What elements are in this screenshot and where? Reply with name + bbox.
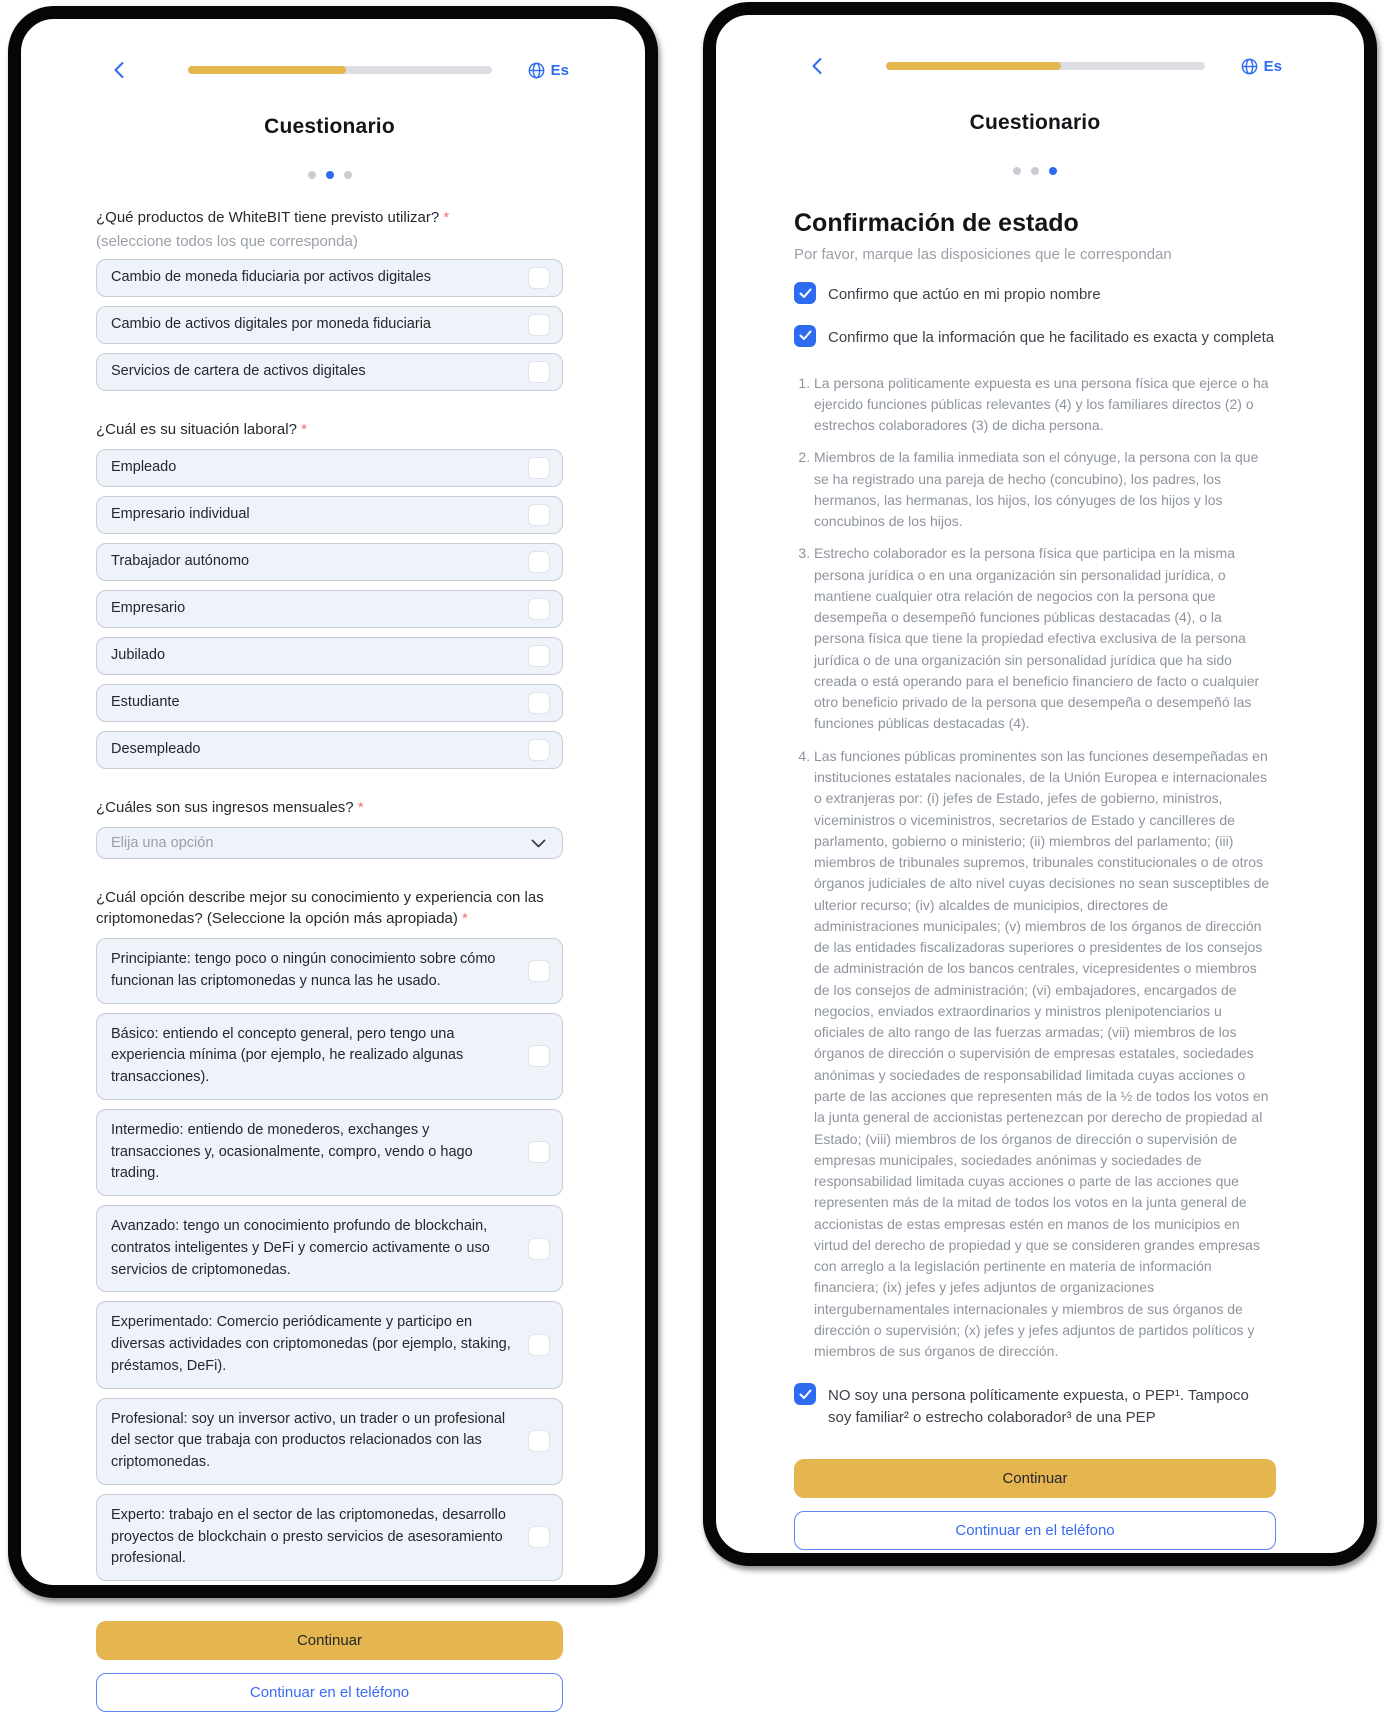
option-employee[interactable]: Empleado [96,449,563,487]
option-student[interactable]: Estudiante [96,684,563,722]
checkbox-unchecked[interactable] [528,960,550,982]
progress-bar [188,66,492,74]
section-title: Confirmación de estado [794,209,1079,237]
checkbox-unchecked[interactable] [528,1045,550,1067]
option-advanced[interactable]: Avanzado: tengo un conocimiento profundo de blockchain, contratos inteligentes y DeFi y comercio activamente o uso servicios de criptomonedas. [96,1205,563,1292]
option-intermediate[interactable]: Intermedio: entiendo de monederos, exchanges y transacciones y, ocasionalmente, compro, vendo o hago trading. [96,1109,563,1196]
language-selector[interactable] [1241,58,1282,75]
step-dot [1013,167,1021,175]
option-retired[interactable]: Jubilado [96,637,563,675]
section-subtitle: Por favor, marque las disposiciones que le correspondan [794,246,1172,263]
step-dot [1031,167,1039,175]
header [96,59,569,81]
required-asterisk: * [443,209,450,226]
step-dot [344,171,352,179]
checkbox-unchecked[interactable] [528,598,550,620]
checkbox-unchecked[interactable] [528,1430,550,1452]
checkbox-unchecked[interactable] [528,504,550,526]
option-self-employed[interactable]: Trabajador autónomo [96,543,563,581]
checkbox-unchecked[interactable] [528,1334,550,1356]
option-digital-to-fiat[interactable]: Cambio de activos digitales por moneda fiduciaria [96,306,563,344]
checkbox-unchecked[interactable] [528,457,550,479]
pep-definition-1: 1. La persona politicamente expuesta es una persona física que ejerce o ha ejercido funciones públicas relevantes (4) y los familiares directos (2) o estrechos colaboradores (3) de dicha persona. [814,373,1276,437]
chevron-left-icon [811,57,823,75]
confirm-own-name-row[interactable]: Confirmo que actúo en mi propio nombre [794,283,1276,306]
checkbox-unchecked[interactable] [528,739,550,761]
language-label: Es [1263,57,1282,75]
option-sole-proprietor[interactable]: Empresario individual [96,496,563,534]
checkbox-checked-icon[interactable] [794,282,816,304]
continue-button[interactable]: Continuar [96,1621,563,1660]
status-confirmation-screen [716,15,1364,1553]
question-products-label: ¿Qué productos de WhiteBIT tiene previsto utilizar? * [96,209,450,226]
not-pep-checkbox-row[interactable]: NO soy una persona políticamente expuesta, o PEP¹. Tampoco soy familiar² o estrecho colaborador³ de una PEP [794,1384,1276,1429]
question-employment-label: ¿Cuál es su situación laboral? * [96,421,307,438]
step-dots [794,167,1276,175]
step-dot [308,171,316,179]
pep-definition-4: 4. Las funciones públicas prominentes son las funciones desempeñadas en instituciones estatales nacionales, de la Unión Europea e internacionales o extranjeras por: (i) jefes de Estado, jefes de gobierno, ministros, viceministros o viceministros, secretarios de Estado y cancilleres de parlamento, gobierno o ministerio; (ii) miembros del parlamento; (iii) miembros de tribunales supremos, tribunales constitucionales o de otros órganos judiciales de alto nivel cuyas decisiones no sean susceptibles de ulterior recurso; (iv) alcaldes de municipios, directores de administraciones municipales; (v) miembros de los órganos de dirección de las entidades fiscalizadoras superiores o presidentes de los consejos de administración de los bancos centrales, vicepresidentes o miembros de los consejos de administración; (vi) embajadores, encargados de negocios, enviados extraordinarios y ministros plenipotenciarios u oficiales de alto rango de las fuerzas armadas; (vii) miembros de los órganos de dirección o supervisión de empresas estatales, sociedades anónimas y sociedades de responsabilidad limitada cuyas acciones o parte de las acciones que representen más de la ½ de todos los votos en la junta general de accionistas pertenezcan por derecho de propiedad al Estado; (viii) miembros de los órganos de dirección o supervisión de empresas municipales, sociedades anónimas y sociedades de responsabilidad limitada cuyas acciones o parte de las acciones que representen más de la mitad de todos los votos en la junta general de accionistas de estas empresas estén en manos de los municipios en virtud del derecho de propiedad y que se consideren grandes empresas con arreglo a la legislación pertinente en materia de información financiera; (ix) jefes y jefes adjuntos de organizaciones intergubernamentales internacionales y miembros de sus órganos de dirección o supervisión; (x) jefes y jefes adjuntos de partidos políticos y miembros de sus órganos de dirección. [814,746,1276,1363]
progress-fill [188,66,346,74]
globe-icon [528,62,545,79]
continue-on-phone-button[interactable]: Continuar en el teléfono [96,1673,563,1712]
option-expert[interactable]: Experto: trabajo en el sector de las criptomonedas, desarrollo proyectos de blockchain o presto servicios de asesoramiento profesional. [96,1494,563,1581]
back-button[interactable] [108,59,130,81]
language-label: Es [550,61,569,79]
progress-fill [886,62,1061,70]
step-dot-active [326,171,334,179]
language-selector[interactable] [528,62,569,79]
option-experienced[interactable]: Experimentado: Comercio periódicamente y participo en diversas actividades con criptomonedas (por ejemplo, staking, préstamos, DeFi). [96,1301,563,1388]
option-fiat-to-digital[interactable]: Cambio de moneda fiduciaria por activos digitales [96,259,563,297]
checkbox-unchecked[interactable] [528,1238,550,1260]
checkbox-unchecked[interactable] [528,551,550,573]
checkbox-checked-icon[interactable] [794,1383,816,1405]
checkbox-unchecked[interactable] [528,645,550,667]
confirm-accurate-info-row[interactable]: Confirmo que la información que he facilitado es exacta y completa [794,326,1276,349]
checkbox-unchecked[interactable] [528,314,550,336]
required-asterisk: * [357,799,364,816]
option-unemployed[interactable]: Desempleado [96,731,563,769]
phone-frame-right [703,2,1377,1566]
question-experience-label: ¿Cuál opción describe mejor su conocimiento y experiencia con las criptomonedas? (Seleccione la opción más apropiada) * [96,889,544,927]
income-select[interactable]: Elija una opción [96,827,563,859]
back-button[interactable] [806,55,828,77]
phone-frame-left [8,6,658,1701]
chevron-left-icon [113,61,125,79]
header [794,55,1282,77]
option-professional[interactable]: Profesional: soy un inversor activo, un trader o un profesional del sector que trabaja con productos relacionados con las criptomonedas. [96,1398,563,1485]
step-dot-active [1049,167,1057,175]
option-beginner[interactable]: Principiante: tengo poco o ningún conocimiento sobre cómo funcionan las criptomonedas y nunca las he usado. [96,938,563,1004]
option-wallet-services[interactable]: Servicios de cartera de activos digitales [96,353,563,391]
globe-icon [1241,58,1258,75]
pep-definitions-list [794,373,1276,1363]
required-asterisk: * [462,910,468,927]
chevron-down-icon [531,839,546,848]
required-asterisk: * [301,421,307,438]
continue-on-phone-button[interactable]: Continuar en el teléfono [794,1511,1276,1550]
checkbox-unchecked[interactable] [528,361,550,383]
question-products-hint: (seleccione todos los que corresponda) [96,233,358,250]
question-income-label: ¿Cuáles son sus ingresos mensuales? * [96,799,364,816]
checkbox-unchecked[interactable] [528,267,550,289]
checkbox-checked-icon[interactable] [794,325,816,347]
progress-bar [886,62,1205,70]
option-basic[interactable]: Básico: entiendo el concepto general, pero tengo una experiencia mínima (por ejemplo, he realizado algunas transacciones). [96,1013,563,1100]
option-entrepreneur[interactable]: Empresario [96,590,563,628]
pep-definition-2: 2. Miembros de la familia inmediata son el cónyuge, la persona con la que se ha registrado una pareja de hecho (concubino), los padres, los hermanos, las hermanas, los hijos, los cónyuges de los hijos y los concubinos de los hijos. [814,447,1276,532]
checkbox-unchecked[interactable] [528,692,550,714]
checkbox-unchecked[interactable] [528,1526,550,1548]
continue-button[interactable]: Continuar [794,1459,1276,1498]
step-dots [96,171,563,179]
checkbox-unchecked[interactable] [528,1141,550,1163]
page-title: Cuestionario [264,115,395,138]
questionnaire-screen [21,19,645,1701]
page-title: Cuestionario [969,111,1101,134]
pep-definition-3: 3. Estrecho colaborador es la persona física que participa en la misma persona jurídica o en una organización sin personalidad jurídica, o mantiene cualquier otra relación de negocios con la persona que desempeña o desempeñó funciones públicas destacadas (4), o la persona física que tiene la propiedad efectiva exclusiva de la persona jurídica o de una organización sin personalidad jurídica que ha sido creada o está operando para el beneficio financiero de facto o cualquier otro beneficio privado de la persona que desempeña o desempeñó las funciones públicas destacadas (4). [814,543,1276,734]
